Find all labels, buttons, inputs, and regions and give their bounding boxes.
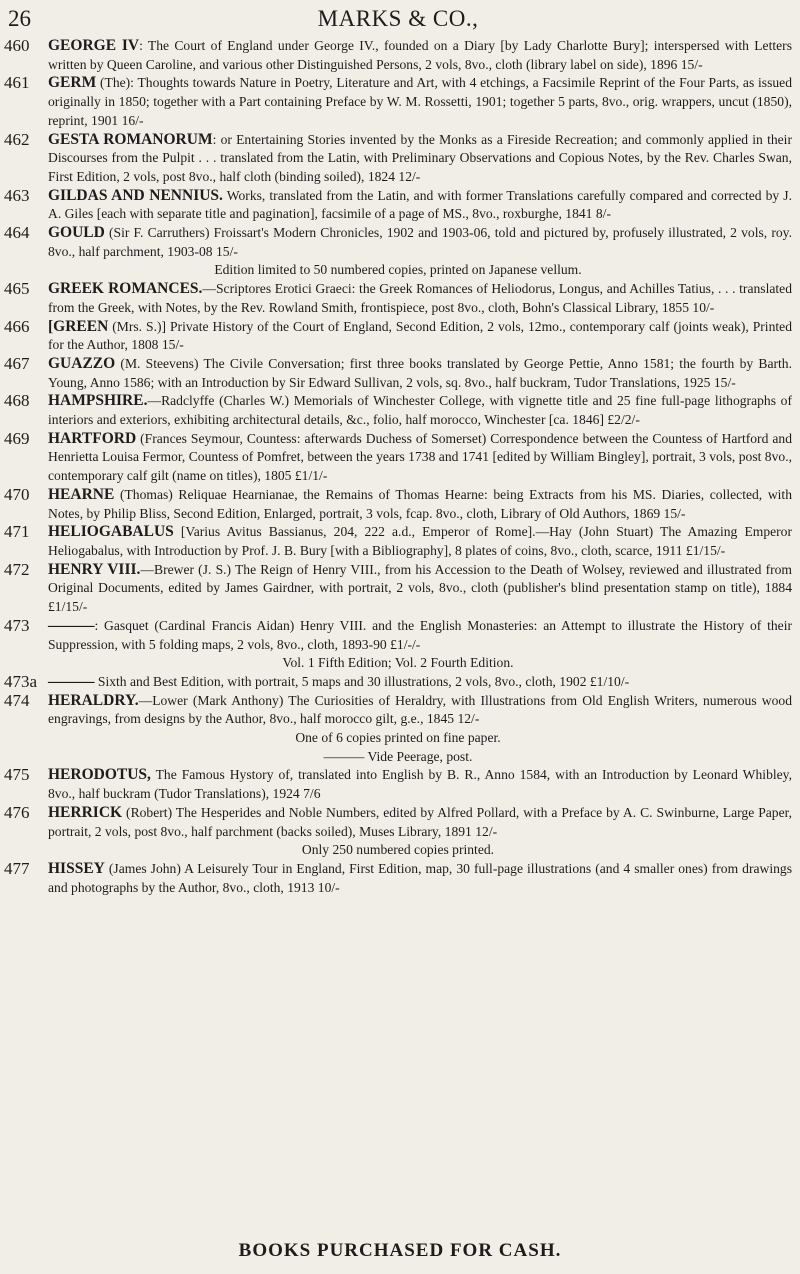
lot-number: 475	[4, 765, 30, 785]
lot-number: 474	[4, 690, 30, 710]
entry-headword: GOULD	[48, 224, 105, 242]
entry-headword: ———	[48, 672, 95, 690]
catalogue-entry	[4, 187, 792, 224]
catalogue-entry	[4, 224, 792, 261]
catalogue-entry	[4, 430, 792, 486]
entry-text: Works, translated from the Latin, and with former Translations carefully compared and corrected by J. A. Giles [each with separate title and pagination], facsimile of a page of MS., 8vo., roxburghe, 1841 8/-	[48, 187, 792, 222]
lot-number: 472	[4, 559, 30, 579]
entry-headword: HENRY VIII.	[48, 560, 141, 578]
entry-text: : The Court of England under George IV., founded on a Diary [by Lady Charlotte Bury]; interspersed with Letters written by Queen Caroline, and various other Distinguished Persons, 2 vols, 8vo., cloth (library label on side), 1896 15/-	[48, 38, 792, 72]
entry-headword: GEORGE IV	[48, 37, 140, 54]
lot-number: 471	[4, 522, 30, 542]
catalogue-entry	[4, 280, 792, 317]
lot-number: 476	[4, 802, 30, 822]
page-header	[4, 6, 792, 36]
entry-text: (Mrs. S.)] Private History of the Court of England, Second Edition, 2 vols, 12mo., contemporary calf (joints weak), Printed for the Author, 1808 15/-	[48, 318, 792, 353]
entry-note: Vol. 1 Fifth Edition; Vol. 2 Fourth Edition.	[282, 655, 514, 671]
page-number: 26	[8, 6, 31, 31]
catalogue-entry	[4, 617, 792, 654]
entry-headword: HELIOGABALUS	[48, 523, 174, 541]
lot-number: 462	[4, 129, 30, 149]
entry-text: —Radclyffe (Charles W.) Memorials of Winchester College, with vignette title and 25 fine full-page lithographs of interiors and exteriors, exhibiting architectural details, &c., folio, half morocco, Winchester [ca. 1846] £2/2/-	[48, 393, 792, 428]
entry-text: (Sir F. Carruthers) Froissart's Modern Chronicles, 1902 and 1903-06, told and pictured by, profusely illustrated, 2 vols, roy. 8vo., half parchment, 1903-08 15/-	[48, 225, 792, 259]
lot-number: 473	[4, 615, 30, 635]
catalogue-entry	[4, 860, 792, 897]
lot-number: 469	[4, 428, 30, 448]
catalogue-entries	[4, 37, 792, 897]
entry-text: Sixth and Best Edition, with portrait, 5 maps and 30 illustrations, 2 vols, 8vo., cloth, 1902 £1/10/-	[94, 673, 630, 689]
catalogue-entry	[4, 318, 792, 355]
entry-text: (M. Steevens) The Civile Conversation; first three books translated by George Pettie, Anno 1581; the fourth by Barth. Young, Anno 1586; with an Introduction by Sir Edward Sullivan, 2 vols, sq. 8vo., half buckram, Tudor Translations, 1925 15/-	[48, 355, 792, 390]
entry-note: Only 250 numbered copies printed.	[301, 842, 495, 858]
running-title: MARKS & CO.,	[317, 6, 479, 31]
entry-text: —Brewer (J. S.) The Reign of Henry VIII., from his Accession to the Death of Wolsey, reviewed and illustrated from Original Documents, edited by James Gairdner, with portrait, 2 vols, 8vo., cloth (publisher's blind presentation stamp on title), 1884 £1/15/-	[48, 561, 792, 615]
catalogue-entry	[4, 673, 792, 692]
entry-text: (Thomas) Reliquae Hearnianae, the Remains of Thomas Hearne: being Extracts from his MS. Diaries, collected, with Notes, by Philip Bliss, Second Edition, Enlarged, portrait, 3 vols, fcap. 8vo., cloth, Library of Old Authors, 1869 15/-	[48, 486, 792, 521]
lot-number: 477	[4, 858, 30, 878]
entry-text: (James John) A Leisurely Tour in England, First Edition, map, 30 full-page illustrations (and 4 smaller ones) from drawings and photographs by the Author, 8vo., cloth, 1913 10/-	[48, 860, 792, 895]
catalogue-entry	[4, 37, 792, 74]
entry-note: ——— Vide Peerage, post.	[323, 748, 473, 764]
entry-note: Edition limited to 50 numbered copies, printed on Japanese vellum.	[214, 262, 582, 278]
catalogue-entry	[4, 131, 792, 187]
lot-number: 470	[4, 484, 30, 504]
lot-number: 473a	[4, 671, 38, 691]
entry-headword: HERODOTUS,	[48, 766, 151, 784]
lot-number: 463	[4, 185, 30, 205]
entry-headword: HEARNE	[48, 485, 115, 503]
lot-number: 466	[4, 316, 30, 336]
catalogue-entry	[4, 766, 792, 803]
catalogue-entry	[4, 692, 792, 729]
catalogue-entry	[4, 804, 792, 841]
catalogue-entry	[4, 486, 792, 523]
lot-number: 467	[4, 353, 30, 373]
entry-headword: HARTFORD	[48, 429, 137, 447]
entry-headword: HERRICK	[48, 803, 123, 821]
page-footer: BOOKS PURCHASED FOR CASH.	[238, 1240, 562, 1261]
entry-text: : Gasquet (Cardinal Francis Aidan) Henry VIII. and the English Monasteries: an Attempt to illustrate the History of their Suppression, with 5 folding maps, 2 vols, 8vo., cloth, 1893-90 £1/-/-	[48, 617, 792, 652]
entry-headword: ———	[48, 616, 95, 634]
entry-text: (The): Thoughts towards Nature in Poetry, Literature and Art, with 4 etchings, a Facsimile Reprint of the Four Parts, as issued originally in 1850; together with a Part containing Preface by W. M. Rossetti, 1901; together 5 parts, 8vo., orig. wrappers, uncut (1850), reprint, 1901 16/-	[48, 75, 792, 128]
entry-headword: GESTA ROMANORUM	[48, 130, 213, 148]
entry-headword: GERM	[48, 74, 97, 92]
lot-number: 461	[4, 73, 30, 93]
catalogue-entry	[4, 561, 792, 617]
entry-text: —Scriptores Erotici Graeci: the Greek Romances of Heliodorus, Longus, and Achilles Tatius, . . . translated from the Greek, with Notes, by the Rev. Rowland Smith, frontispiece, post 8vo., cloth, Bohn's Classical Library, 1855 10/-	[48, 281, 792, 315]
entry-text: [Varius Avitus Bassianus, 204, 222 a.d., Emperor of Rome].—Hay (John Stuart) The Amazing Emperor Heliogabalus, with Introduction by Prof. J. B. Bury [with a Bibliography], 8 plates of coins, 8vo., cloth, scarce, 1911 £1/15/-	[48, 524, 792, 558]
catalogue-entry	[4, 523, 792, 560]
entry-text: The Famous Hystory of, translated into English by B. R., Anno 1584, with an Introduction by Leonard Whibley, 8vo., half buckram (Tudor Translations), 1924 7/6	[48, 767, 792, 802]
entry-headword: GILDAS AND NENNIUS.	[48, 186, 223, 204]
lot-number: 468	[4, 391, 30, 411]
catalogue-entry	[4, 355, 792, 392]
entry-text: : or Entertaining Stories invented by the Monks as a Fireside Recreation; and commonly applied in their Discourses from the Pulpit . . . translated from the Latin, with Preliminary Observations and Copious Notes, by the Rev. Charles Swan, First Edition, 2 vols, post 8vo., half cloth (binding soiled), 1824 12/-	[48, 131, 792, 184]
catalogue-entry	[4, 74, 792, 130]
catalogue-entry	[4, 392, 792, 429]
entry-headword: GUAZZO	[48, 354, 116, 372]
entry-text: —Lower (Mark Anthony) The Curiosities of Heraldry, with Illustrations from Old English Writers, numerous wood engravings, from designs by the Author, 8vo., half morocco gilt, g.e., 1845 12/-	[48, 692, 792, 727]
lot-number: 465	[4, 279, 30, 299]
entry-headword: HERALDRY.	[48, 691, 139, 709]
entry-note: One of 6 copies printed on fine paper.	[295, 730, 501, 746]
entry-text: (Robert) The Hesperides and Noble Numbers, edited by Alfred Pollard, with a Preface by A. C. Swinburne, Large Paper, portrait, 2 vols, post 8vo., half parchment (backs soiled), Muses Library, 1891 12/-	[48, 804, 792, 839]
entry-headword: GREEK ROMANCES.	[48, 280, 203, 298]
entry-headword: HISSEY	[48, 859, 105, 877]
entry-text: (Frances Seymour, Countess: afterwards Duchess of Somerset) Correspondence between the Countess of Hartford and Henrietta Louisa Fermor, Countess of Pomfret, between the years 1738 and 1741 [edited by William Bingley], portrait, 3 vols, post 8vo., contemporary calf gilt (name on titles), 1805 £1/1/-	[48, 430, 792, 484]
lot-number: 460	[4, 36, 30, 55]
lot-number: 464	[4, 223, 30, 243]
entry-headword: [GREEN	[48, 317, 109, 335]
entry-headword: HAMPSHIRE.	[48, 392, 148, 410]
